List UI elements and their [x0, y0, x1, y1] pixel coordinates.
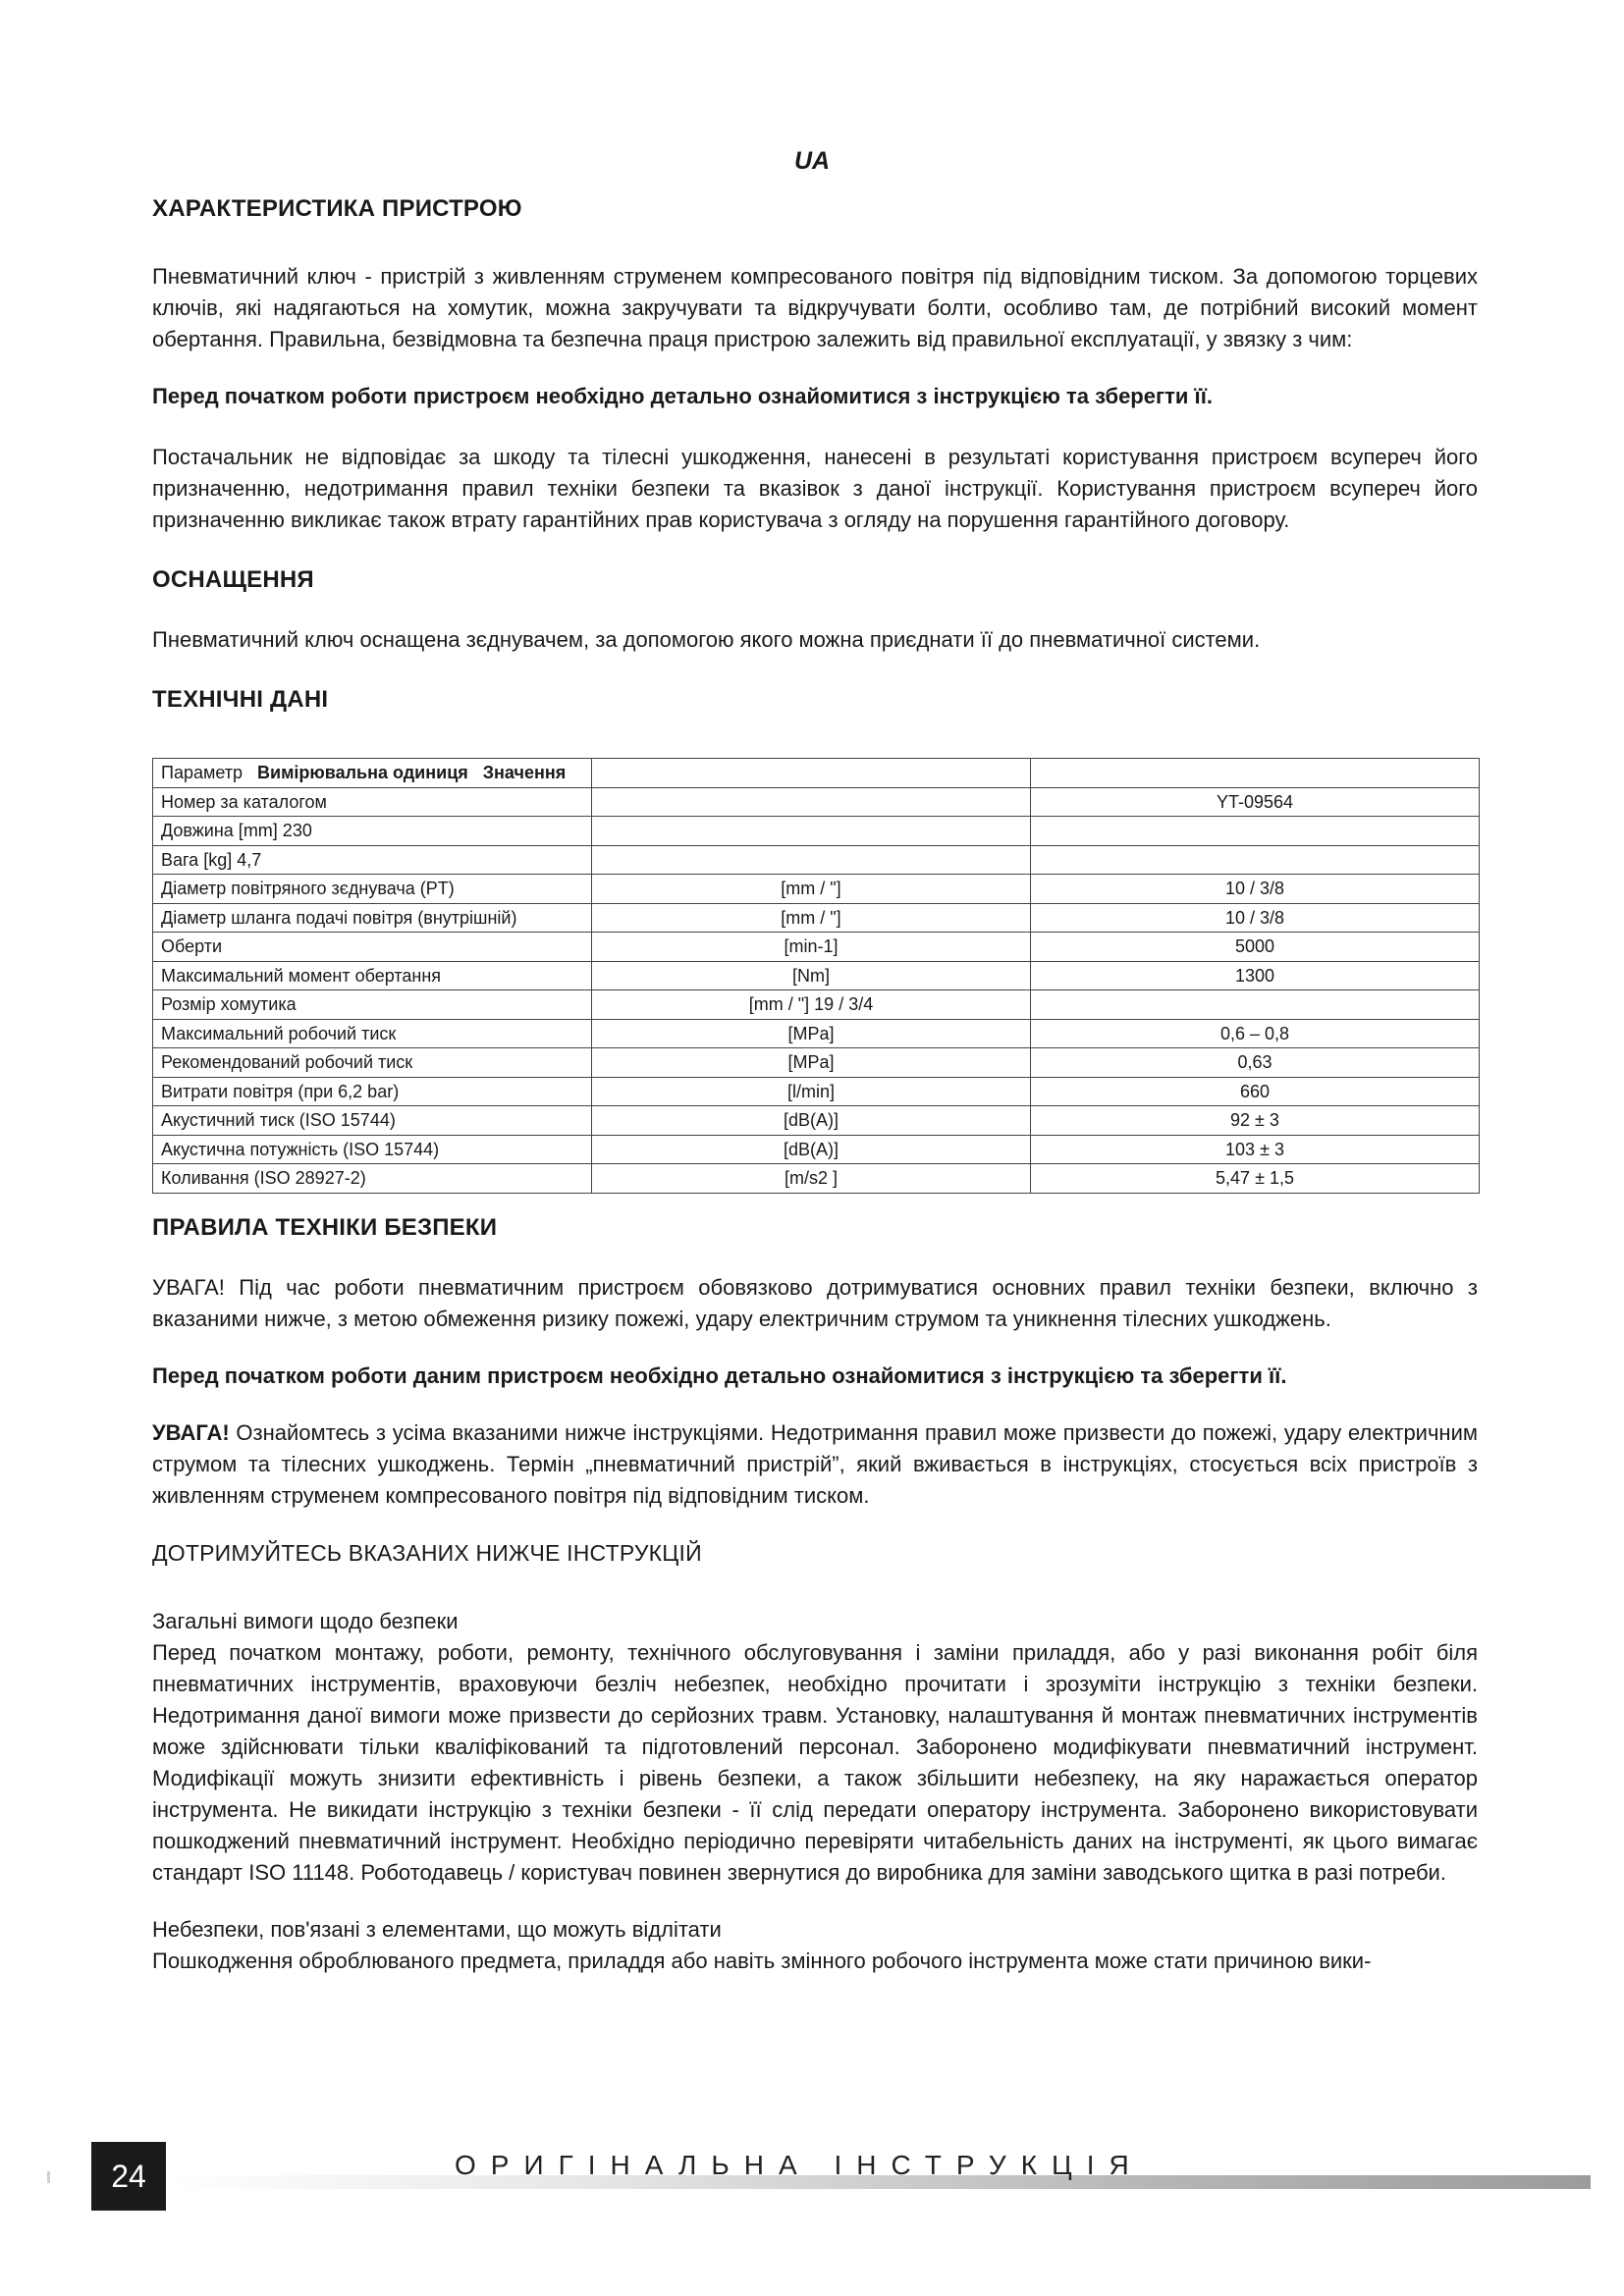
warning-label: УВАГА!: [152, 1419, 230, 1445]
safety-title: ПРАВИЛА ТЕХНІКИ БЕЗПЕКИ: [152, 1213, 498, 1241]
specs-unit-cell: [mm / "] 19 / 3/4: [592, 990, 1031, 1020]
specs-param-cell: Максимальний момент обертання: [153, 961, 592, 990]
specs-row: [153, 1048, 1480, 1078]
specs-value-cell: 92 ± 3: [1031, 1106, 1480, 1136]
specs-value-cell: [1031, 990, 1480, 1020]
specs-unit-cell: [m/s2 ]: [592, 1164, 1031, 1194]
tech-data-title: ТЕХНІЧНІ ДАНІ: [152, 686, 329, 713]
specs-param-cell: Витрати повітря (при 6,2 bar): [153, 1077, 592, 1106]
specs-param-cell: Акустична потужність (ISO 15744): [153, 1135, 592, 1164]
specs-header-empty: [592, 759, 1031, 788]
warning-text: Ознайомтесь з усіма вказаними нижче інструкціями. Недотримання правил може призвести до пожежі, удару електричним струмом та тілесних ушкоджень. Термін „пневматичний пристрій”, який вживається в інструкціях, стосується всіх пристроїв з живленням струменем компресованого повітря під відповідним тиском.: [152, 1419, 1478, 1508]
specs-unit-cell: [MPa]: [592, 1019, 1031, 1048]
characteristics-title: ХАРАКТЕРИСТИКА ПРИСТРОЮ: [152, 195, 522, 222]
specs-row: [153, 845, 1480, 875]
specs-value-cell: YT-09564: [1031, 787, 1480, 817]
specs-row: [153, 1019, 1480, 1048]
characteristics-warning: Перед початком роботи пристроєм необхідно детально ознайомитися з інструкцією та зберегти її.: [152, 384, 1214, 408]
specs-value-cell: 660: [1031, 1077, 1480, 1106]
specs-value-cell: 1300: [1031, 961, 1480, 990]
specs-param-cell: Вага [kg] 4,7: [153, 845, 592, 875]
specs-row: [153, 817, 1480, 846]
specs-value-cell: [1031, 845, 1480, 875]
specs-value-cell: 10 / 3/8: [1031, 875, 1480, 904]
equipment-text: Пневматичний ключ оснащена зєднувачем, за допомогою якого можна приєднати її до пневматичної системи.: [152, 627, 1261, 652]
specs-unit-cell: [mm / "]: [592, 875, 1031, 904]
specs-value-cell: 10 / 3/8: [1031, 903, 1480, 933]
specs-row: [153, 1106, 1480, 1136]
follow-instructions-title: ДОТРИМУЙТЕСЬ ВКАЗАНИХ НИЖЧЕ ІНСТРУКЦІЙ: [152, 1539, 702, 1566]
specs-header-empty: [1031, 759, 1480, 788]
specs-param-cell: Оберти: [153, 933, 592, 962]
specs-row: [153, 1077, 1480, 1106]
page-number: 24: [91, 2142, 166, 2211]
language-code: UA: [793, 147, 831, 175]
specs-row: [153, 1135, 1480, 1164]
equipment-title: ОСНАЩЕННЯ: [152, 566, 314, 593]
specs-row: [153, 961, 1480, 990]
page-content: [152, 194, 1478, 1977]
specs-row: [153, 875, 1480, 904]
specs-row: [153, 1164, 1480, 1194]
specs-param-cell: Діаметр шланга подачі повітря (внутрішній): [153, 903, 592, 933]
specs-value-cell: 0,6 – 0,8: [1031, 1019, 1480, 1048]
specs-unit-cell: [min-1]: [592, 933, 1031, 962]
specs-param-cell: Номер за каталогом: [153, 787, 592, 817]
specs-row: [153, 787, 1480, 817]
specs-unit-cell: [592, 817, 1031, 846]
specs-unit-cell: [dB(A)]: [592, 1135, 1031, 1164]
specs-param-cell: Довжина [mm] 230: [153, 817, 592, 846]
specs-row: [153, 933, 1480, 962]
specs-value-cell: [1031, 817, 1480, 846]
general-safety-text: Перед початком монтажу, роботи, ремонту, технічного обслуговування і заміни приладдя, або у разі виконання робіт біля пневматичних інструментів, враховуючи безліч небезпек, необхідно прочитати і зрозуміти інструкцію з техніки безпеки. Недотримання даної вимоги може призвести до серйозних травм. Установку, налаштування й монтаж пневматичних інструментів може здійснювати тільки кваліфікований та підготовлений персонал. Заборонено модифікувати пневматичний інструмент. Модифікації можуть знизити ефективність і рівень безпеки, а також збільшити небезпеку, на яку наражається оператор інструмента. Не викидати інструкцію з техніки безпеки - її слід передати оператору інструмента. Заборонено використовувати пошкоджений пневматичний інструмент. Необхідно періодично перевіряти читабельність даних на інструменті, як цього вимагає стандарт ISO 11148. Роботодавець / користувач повинен звернутися до виробника для заміни заводського щитка в разі потреби.: [152, 1639, 1478, 1885]
specs-param-cell: Діаметр повітряного зєднувача (PT): [153, 875, 592, 904]
specs-value-cell: 103 ± 3: [1031, 1135, 1480, 1164]
specs-unit-cell: [mm / "]: [592, 903, 1031, 933]
specs-param-cell: Коливання (ISO 28927-2): [153, 1164, 592, 1194]
specs-unit-cell: [l/min]: [592, 1077, 1031, 1106]
flying-parts-text: Пошкодження оброблюваного предмета, приладдя або навіть змінного робочого інструмента може стати причиною вики-: [152, 1948, 1372, 1973]
footer-title: ОРИГІНАЛЬНА ІНСТРУКЦІЯ: [455, 2150, 1144, 2180]
general-safety-title: Загальні вимоги щодо безпеки: [152, 1608, 459, 1633]
specs-param-cell: Акустичний тиск (ISO 15744): [153, 1106, 592, 1136]
characteristics-text: Пневматичний ключ - пристрій з живленням струменем компресованого повітря під відповідним тиском. За допомогою торцевих ключів, які надягаються на хомутик, можна закручувати та відкручувати болти, особливо там, де потрібний високий момент обертання. Правильна, безвідмовна та безпечна праця пристрою залежить від правильної експлуатації, у звязку з чим:: [152, 264, 1478, 351]
specs-unit-cell: [592, 787, 1031, 817]
specs-row: [153, 990, 1480, 1020]
header-unit: Вимірювальна одиниця: [257, 763, 468, 783]
specs-param-cell: Розмір хомутика: [153, 990, 592, 1020]
specs-header-cell: [153, 759, 592, 788]
specs-param-cell: Рекомендований робочий тиск: [153, 1048, 592, 1078]
specs-param-cell: Максимальний робочий тиск: [153, 1019, 592, 1048]
specs-value-cell: 0,63: [1031, 1048, 1480, 1078]
flying-parts-title: Небезпеки, пов'язані з елементами, що можуть відлітати: [152, 1916, 722, 1942]
warning-paragraph: [152, 1417, 1478, 1512]
specs-value-cell: 5,47 ± 1,5: [1031, 1164, 1480, 1194]
safety-warning: Перед початком роботи даним пристроєм необхідно детально ознайомитися з інструкцією та зберегти її.: [152, 1362, 1287, 1388]
header-param: Параметр: [161, 763, 244, 783]
specs-value-cell: 5000: [1031, 933, 1480, 962]
safety-text: УВАГА! Під час роботи пневматичним пристроєм обовязково дотримуватися основних правил техніки безпеки, включно з вказаними нижче, з метою обмеження ризику пожежі, удару електричним струмом та уникнення тілесних ушкоджень.: [152, 1274, 1478, 1331]
specs-table: [152, 758, 1480, 1194]
specs-row: [153, 903, 1480, 933]
specs-unit-cell: [Nm]: [592, 961, 1031, 990]
specs-header-row: [153, 759, 1480, 788]
specs-unit-cell: [592, 845, 1031, 875]
header-value: Значення: [482, 763, 567, 783]
specs-unit-cell: [MPa]: [592, 1048, 1031, 1078]
footer-mark: [47, 2171, 50, 2183]
specs-unit-cell: [dB(A)]: [592, 1106, 1031, 1136]
supplier-text: Постачальник не відповідає за шкоду та тілесні ушкодження, нанесені в результаті користування пристроєм всупереч його призначенню, недотримання правил техніки безпеки та вказівок з даної інструкції. Користування пристроєм всупереч його призначенню викликає також втрату гарантійних прав користувача з огляду на порушення гарантійного договору.: [152, 445, 1478, 532]
